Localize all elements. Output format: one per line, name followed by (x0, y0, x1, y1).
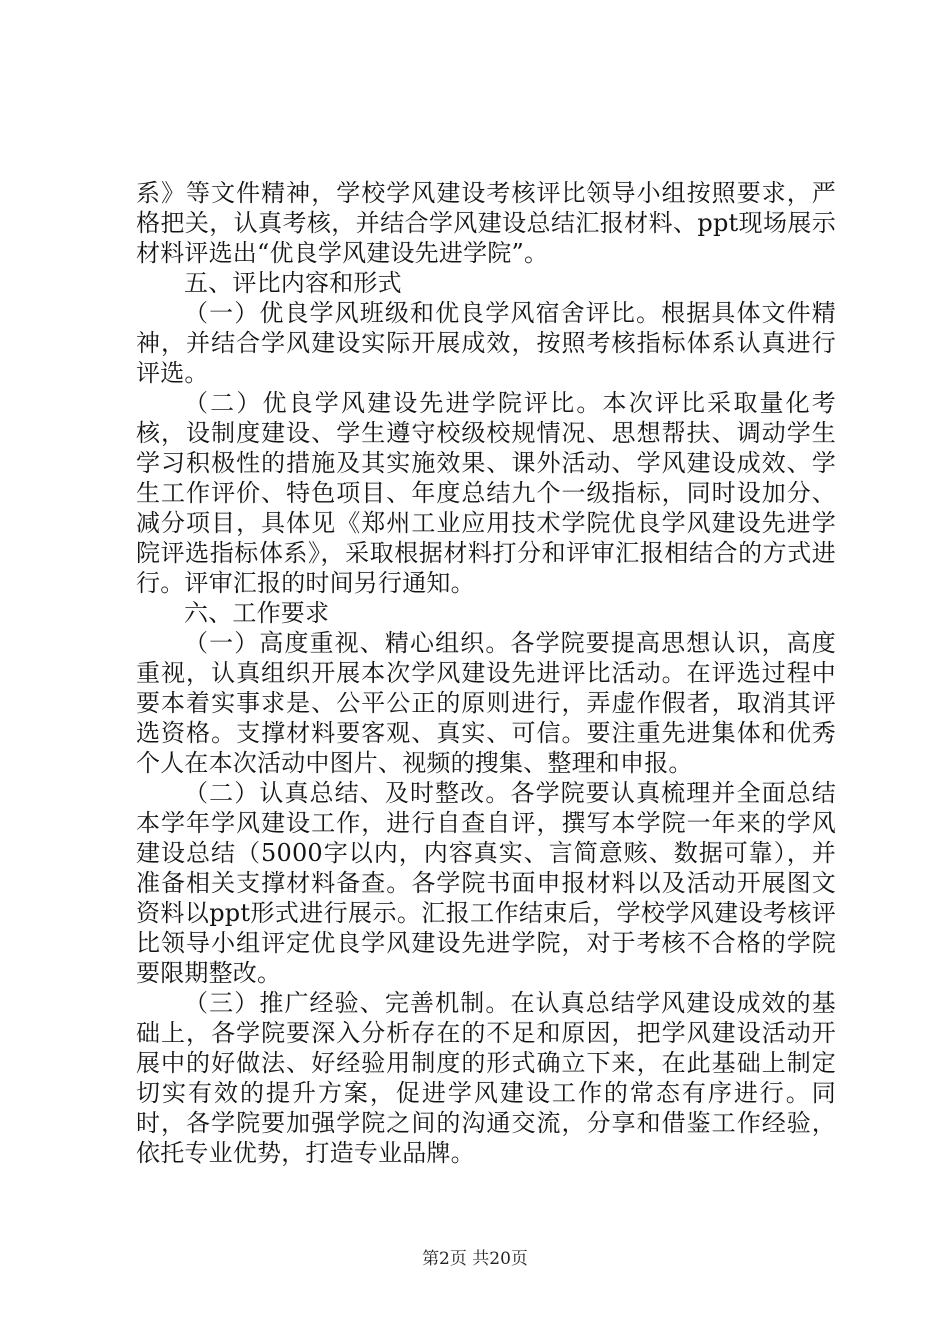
paragraph-5-2: （二）优良学风建设先进学院评比。本次评比采取量化考核，设制度建设、学生遵守校级校规情况、思想帮扶、调动学生学习积极性的措施及其实施效果、课外活动、学风建设成效、学生工作评价、特色项目、年度总结九个一级指标，同时设加分、减分项目，具体见《郑州工业应用技术学院优良学风建设先进学院评选指标体系》，采取根据材料打分和评审汇报相结合的方式进行。评审汇报的时间另行通知。 (136, 389, 836, 597)
section-heading-5: 五、评比内容和形式 (184, 269, 402, 297)
document-body (136, 178, 836, 1168)
paragraph-6-3: （三）推广经验、完善机制。在认真总结学风建设成效的基础上，各学院要深入分析存在的不足和原因，把学风建设活动开展中的好做法、好经验用制度的形式确立下来，在此基础上制定切实有效的提升方案，促进学风建设工作的常态有序进行。同时，各学院要加强学院之间的沟通交流，分享和借鉴工作经验，依托专业优势，打造专业品牌。 (136, 989, 836, 1167)
section-heading-6: 六、工作要求 (184, 599, 330, 627)
paragraph-continued: 系》等文件精神，学校学风建设考核评比领导小组按照要求，严格把关，认真考核，并结合学风建设总结汇报材料、ppt现场展示材料评选出“优良学风建设先进学院”。 (136, 179, 836, 267)
paragraph-5-1: （一）优良学风班级和优良学风宿舍评比。根据具体文件精神，并结合学风建设实际开展成效，按照考核指标体系认真进行评选。 (136, 299, 836, 387)
paragraph-6-1: （一）高度重视、精心组织。各学院要提高思想认识，高度重视，认真组织开展本次学风建设先进评比活动。在评选过程中要本着实事求是、公平公正的原则进行，弄虚作假者，取消其评选资格。支撑材料要客观、真实、可信。要注重先进集体和优秀个人在本次活动中图片、视频的搜集、整理和申报。 (136, 629, 836, 777)
page-footer: 第2页 共20页 (422, 1249, 528, 1269)
paragraph-6-2: （二）认真总结、及时整改。各学院要认真梳理并全面总结本学年学风建设工作，进行自查自评，撰写本学院一年来的学风建设总结（5000字以内，内容真实、言简意赅、数据可靠），并准备相关支撑材料备查。各学院书面申报材料以及活动开展图文资料以ppt形式进行展示。汇报工作结束后，学校学风建设考核评比领导小组评定优良学风建设先进学院，对于考核不合格的学院要限期整改。 (136, 779, 836, 987)
